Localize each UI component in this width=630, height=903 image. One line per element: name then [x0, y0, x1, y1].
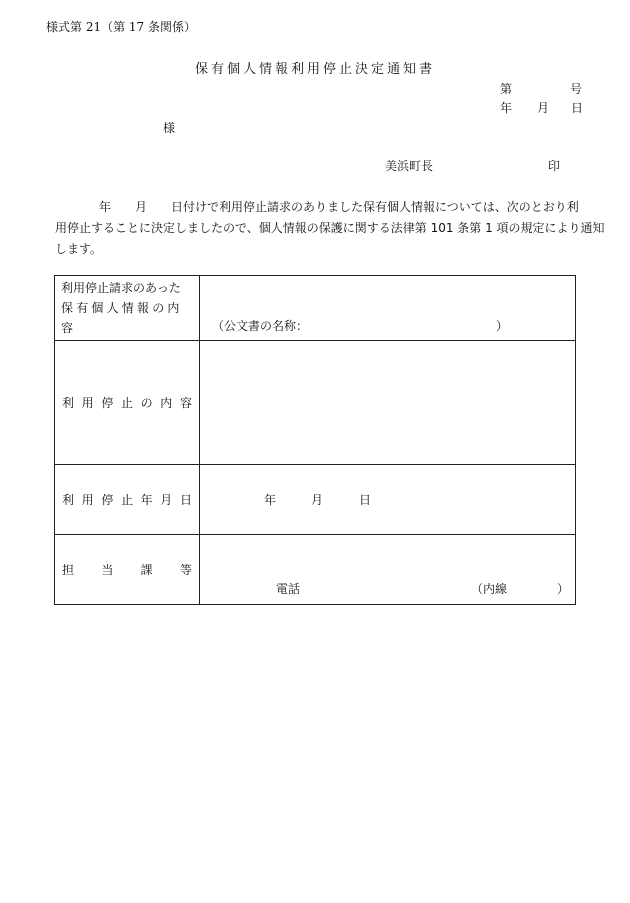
addressee-suffix: 様 [163, 121, 176, 135]
label-department [55, 535, 200, 605]
label-suspension-content [55, 341, 200, 465]
suspension-content-label-char-0: 利 [62, 396, 75, 410]
body-line-1 [55, 197, 583, 218]
department-label-char-1: 当 [101, 563, 114, 577]
body-line-1-rest: 日付けで利用停止請求のありました保有個人情報については、次のとおり利 [171, 200, 579, 214]
notice-body [55, 197, 605, 260]
cell-requested-info [200, 276, 576, 341]
table-row-content [55, 276, 576, 341]
suspension-content-label-char-3: 止 [120, 396, 133, 410]
table-row-department [55, 535, 576, 605]
document-name-close: ） [496, 319, 509, 333]
cell-suspension-content [200, 341, 576, 465]
label-requested-info-line2: 保有個人情報の内容 [61, 301, 183, 335]
document-name-label: （公文書の名称： [212, 319, 309, 333]
date-year: 年 [264, 493, 277, 507]
table-row-date [55, 465, 576, 535]
body-line-3: します。 [55, 242, 103, 256]
form-number: 様式第 21（第 17 条関係） [46, 20, 196, 34]
number-prefix: 第 [500, 82, 513, 96]
suspension-content-label-char-2: 停 [101, 396, 114, 410]
suspension-content-label-char-1: 用 [81, 396, 94, 410]
label-line1-text: 利用停止請求のあった [61, 281, 181, 295]
date-year-label: 年 [500, 101, 513, 115]
date-month: 月 [311, 493, 324, 507]
extension-close: ） [557, 582, 570, 596]
suspension-date-label-char-1: 用 [81, 493, 94, 507]
suspension-content-label-char-4: の [140, 396, 153, 410]
suspension-date-label-char-4: 年 [140, 493, 153, 507]
cell-suspension-date [200, 465, 576, 535]
department-label-char-0: 担 [62, 563, 75, 577]
date-day: 日 [359, 493, 372, 507]
body-year: 年 [99, 200, 112, 214]
document-title: 保有個人情報利用停止決定通知書 [194, 62, 435, 77]
table-row-suspension [55, 341, 576, 465]
body-line-2: 用停止することに決定しましたので、個人情報の保護に関する法律第 101 条第 1 項の規定により通知 [55, 221, 605, 235]
body-month: 月 [135, 200, 148, 214]
date-day-label: 日 [571, 101, 584, 115]
suspension-content-label-char-6: 容 [179, 396, 192, 410]
suspension-date-label-char-2: 停 [101, 493, 114, 507]
department-label-char-2: 課 [140, 563, 153, 577]
issuer-name: 美浜町長 [385, 159, 434, 173]
notice-table [54, 275, 576, 605]
date-month-label: 月 [537, 101, 550, 115]
department-label-char-3: 等 [179, 563, 192, 577]
cell-department [200, 535, 576, 605]
suspension-date-label-char-6: 日 [179, 493, 192, 507]
label-requested-info-line1 [61, 278, 193, 298]
suspension-date-label-char-5: 月 [160, 493, 173, 507]
label-suspension-date [55, 465, 200, 535]
number-suffix: 号 [570, 82, 583, 96]
suspension-date-label-char-3: 止 [120, 493, 133, 507]
suspension-date-label-char-0: 利 [62, 493, 75, 507]
suspension-content-label-char-5: 内 [160, 396, 173, 410]
seal-mark: 印 [548, 159, 561, 173]
telephone-label: 電話 [276, 582, 301, 596]
extension-label: （内線 [471, 582, 508, 596]
label-requested-info [55, 276, 200, 341]
